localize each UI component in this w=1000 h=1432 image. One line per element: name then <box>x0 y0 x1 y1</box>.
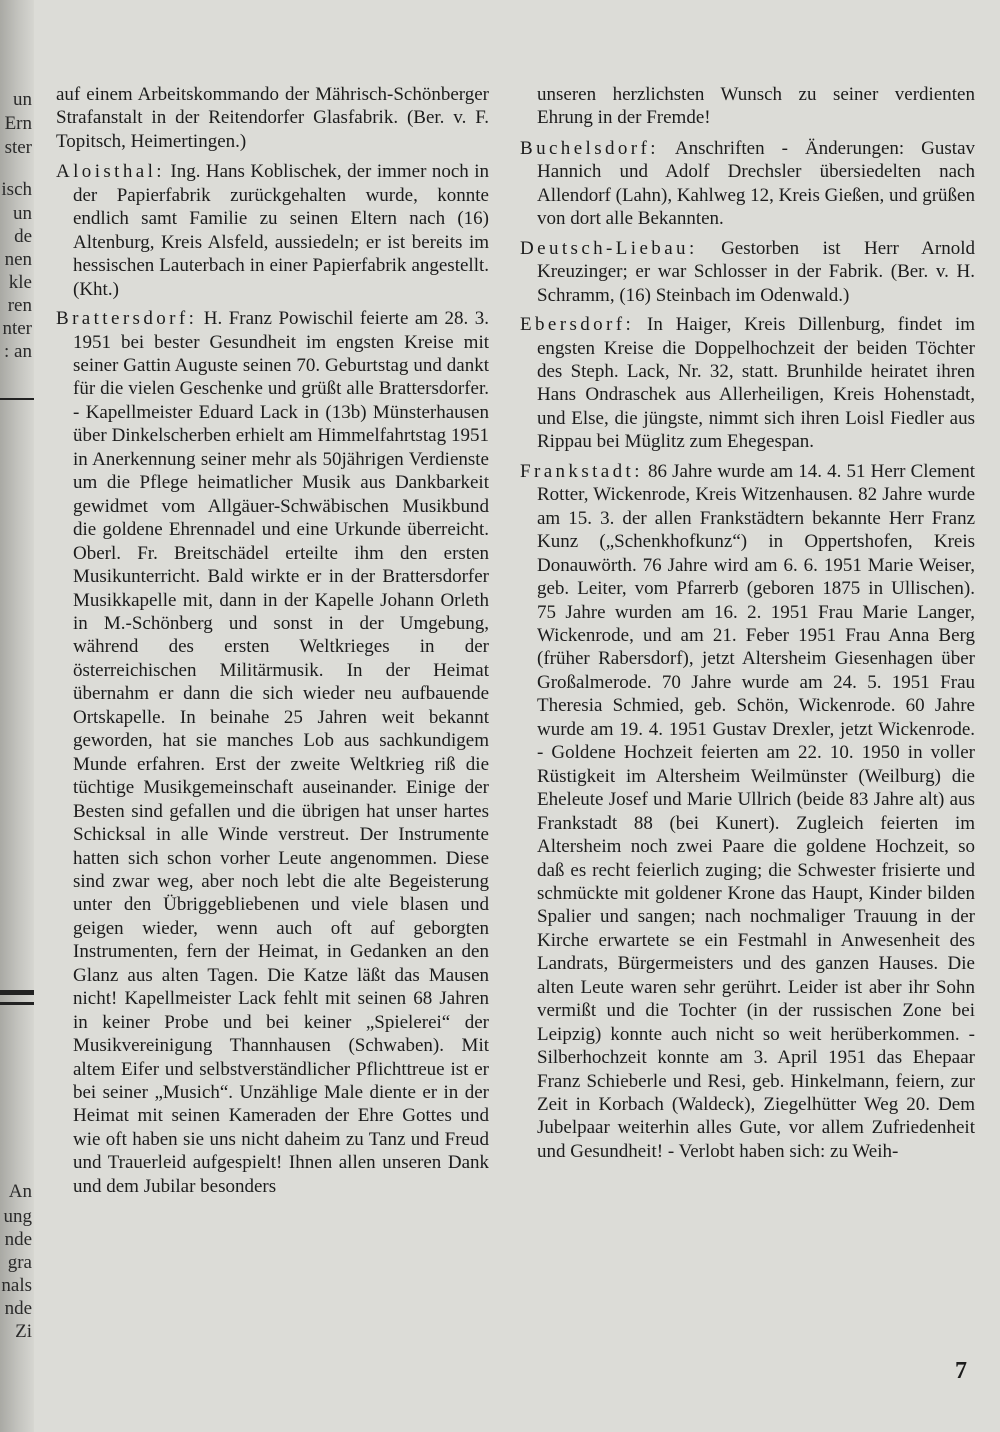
bleed-rule <box>0 1002 34 1005</box>
bleed-fragment: nde <box>4 1229 32 1250</box>
place-name: Ebersdorf: <box>520 314 635 336</box>
bleed-fragment: Ern <box>4 113 32 134</box>
entry-text: 86 Jahre wurde am 14. 4. 51 Herr Clement Rotter, Wickenrode, Kreis Witzenhausen. 82 Jahre wurde am 15. 3. der allen Frankstädtern bekannte Herr Franz Kunz („Schenkhofkunz“) in Oppertshofen, Kreis Donauwörth. 76 Jahre wird am 6. 6. 1951 Marie Weiser, geb. Leiter, vom Pfarrerb (geboren 1875 in Ullischen). 75 Jahre wurden am 16. 2. 1951 Frau Marie Langer, Wickenrode, und am 21. Feber 1951 Frau Anna Berg (früher Rabersdorf), jetzt Altersheim Giesenhagen über Großalmerode. 70 Jahre wurde am 24. 5. 1951 Frau Theresia Schmied, geb. Schön, Wickenrode. 60 Jahre wurde am 19. 4. 1951 Gustav Drexler, jetzt Wickenrode. - Goldene Hochzeit feierten am 22. 10. 1950 in voller Rüstigkeit im Altersheim Weilmünster (Weilburg) die Eheleute Josef und Marie Ullrich (beide 83 Jahre alt) aus Frankstadt 88 (bei Kunert). Zugleich feierten im Altersheim noch zwei Paare die goldene Hochzeit, so daß es recht feierlich zuging; die Schwester frisierte und schmückte mit goldener Krone das Haupt, Kinder bilden Spalier und sangen; nach nochmaliger Trauung in der Kirche erwartete se ein Festmahl in Anwesenheit des Landrats, Bürgermeisters und des ganzen Hauses. Die alten Leute waren sehr gerührt. Leider ist aber ihr Sohn vermißt und die Tochter (in der russischen Zone bei Leipzig) konnte auch nicht so weit herüberkommen. - Silberhochzeit konnte am 3. April 1951 das Ehepaar Franz Schieberle und Resi, geb. Hinkelmann, feiern, zur Zeit in Korbach (Waldeck), Ziegelhütter Weg 20. Dem Jubelpaar weiterhin alles Gute, vor allem Zufriedenheit und Gesundheit! - Verlobt haben sich: zu Weih- <box>537 460 975 1162</box>
entry-text: Ing. Hans Koblischek, der immer noch in der Papierfabrik zurückgehalten wurde, konnte endlich samt Familie zu seinen Eltern nach (16) Altenburg, Kreis Alsfeld, aussiedeln; er ist bereits im hessischen Lauterbach in einer Papierfabrik angestellt. (Kht.) <box>73 161 489 300</box>
local-news-entry <box>520 237 975 307</box>
bleed-fragment: ster <box>4 137 32 158</box>
bleed-fragment: An <box>8 1181 32 1202</box>
bleed-fragment: nals <box>1 1275 32 1296</box>
bleed-fragment: ren <box>7 295 32 316</box>
local-news-entry <box>56 307 489 1198</box>
place-name: Deutsch-Liebau: <box>520 237 698 259</box>
place-name: Brattersdorf: <box>56 308 198 330</box>
bleed-fragment: : an <box>4 341 32 362</box>
bleed-fragment: un <box>13 203 32 224</box>
bleed-fragment: isch <box>1 179 32 200</box>
place-name: Frankstadt: <box>520 460 643 482</box>
bleed-fragment: nen <box>4 249 32 270</box>
entry-text: H. Franz Powischil feierte am 28. 3. 1951 bei bester Gesundheit im engsten Kreise mit seiner Gattin Auguste seinen 70. Geburtstag und dankt für die vielen Geschenke und grüßt alle Brattersdorfer. - Kapellmeister Eduard Lack in (13b) Münsterhausen über Dinkelscherben erhielt am Himmelfahrtstag 1951 in Anerkennung seiner mehr als 50jährigen Verdienste um die Pflege heimatlicher Musik aus Dankbarkeit gewidmet vom Allgäuer-Schwäbischen Musikbund die goldene Ehrennadel und eine Urkunde überreicht. Oberl. Fr. Breitschädel erteilte ihm den ersten Musikunterricht. Bald wirkte er in der Brattersdorfer Musikkapelle mit, dann in der Kapelle Johann Orleth in M.-Schönberg und sonst in der Umgebung, während des ersten Weltkrieges in der österreichischen Militärmusik. In der Heimat übernahm er dann die sich wieder neu aufbauende Ortskapelle. In beinahe 25 Jahren weit bekannt geworden, hat sie manches Lob aus sachkundigem Munde erfahren. Erst der zweite Weltkrieg riß die tüchtige Musikgemeinschaft auseinander. Einige der Besten sind gefallen und die übrigen hat unser hartes Schicksal in alle Winde verstreut. Der Instrumente hatten sich schon vorher Leute angenommen. Diese sind zwar weg, aber noch lebt die alte Begeisterung unter den Übriggebliebenen und viele blasen und geigen wieder, wenn auch oft auf geborgten Instrumenten, fern der Heimat, in Gedanken an den Glanz aus alten Tagen. Die Katze läßt das Mausen nicht! Kapellmeister Lack fehlt mit seinen 68 Jahren in keiner Probe und bei keiner „Spielerei“ der Musikvereinigung Thannhausen (Schwaben). Mit altem Eifer und selbstverständlicher Pflichttreue ist er bei seiner „Musich“. Unzählige Male diente er in der Heimat mit seinen Kameraden der Ehre Gottes und wie oft haben sie uns nicht daheim zu Tanz und Freud und Trauerleid aufgespielt! Ihnen allen unseren Dank und dem Jubilar besonders <box>73 308 490 1197</box>
continuation-paragraph: auf einem Arbeitskommando der Mährisch-Schönberger Strafanstalt in der Reitendorfer Glasfabrik. (Ber. v. F. Topitsch, Heimertingen.) <box>56 84 489 152</box>
local-news-entry <box>520 313 975 454</box>
bleed-fragment: de <box>14 226 32 247</box>
place-name: Buchelsdorf: <box>520 137 659 159</box>
local-news-entry <box>56 160 489 301</box>
bleed-rule <box>0 398 34 400</box>
bleed-fragment: nde <box>4 1298 32 1319</box>
left-column <box>56 83 489 1204</box>
bleed-fragment: nter <box>2 318 32 339</box>
entry-text: In Haiger, Kreis Dillenburg, findet im engsten Kreise die Doppelhochzeit der beiden Töchter des Steph. Lack, Nr. 32, statt. Brunhilde heiratet ihren Hans Ondraschek aus Allerheiligen, Kreis Hohenstadt, und Else, die jüngste, nimmt sich ihren Loisl Fiedler aus Rippau bei Müglitz zum Ehegespan. <box>537 314 976 453</box>
page-number: 7 <box>955 1358 967 1384</box>
bleed-fragment: un <box>13 89 32 110</box>
entry-text: Anschriften - Änderungen: Gustav Hannich und Adolf Drechsler übersiedelten nach Allendorf (Lahn), Kahlweg 12, Kreis Gießen, und grüßen von dort alle Bekannten. <box>537 137 975 230</box>
bleed-fragment: Zi <box>15 1321 32 1342</box>
bleed-fragment: kle <box>8 272 32 293</box>
right-column <box>520 83 975 1169</box>
place-name: Aloisthal: <box>56 161 165 183</box>
continuation-paragraph: unseren herzlichsten Wunsch zu seiner verdienten Ehrung in der Fremde! <box>537 84 975 129</box>
bleed-fragment: gra <box>7 1252 32 1273</box>
local-news-entry <box>520 137 975 231</box>
bleed-rule <box>0 990 34 995</box>
adjacent-page-bleed <box>0 0 34 1432</box>
entry-text: Gestorben ist Herr Arnold Kreuzinger; er war Schlosser in der Fabrik. (Ber. v. H. Schramm, (16) Steinbach im Odenwald.) <box>537 237 975 306</box>
local-news-entry <box>520 460 975 1164</box>
bleed-fragment: ung <box>3 1206 32 1227</box>
